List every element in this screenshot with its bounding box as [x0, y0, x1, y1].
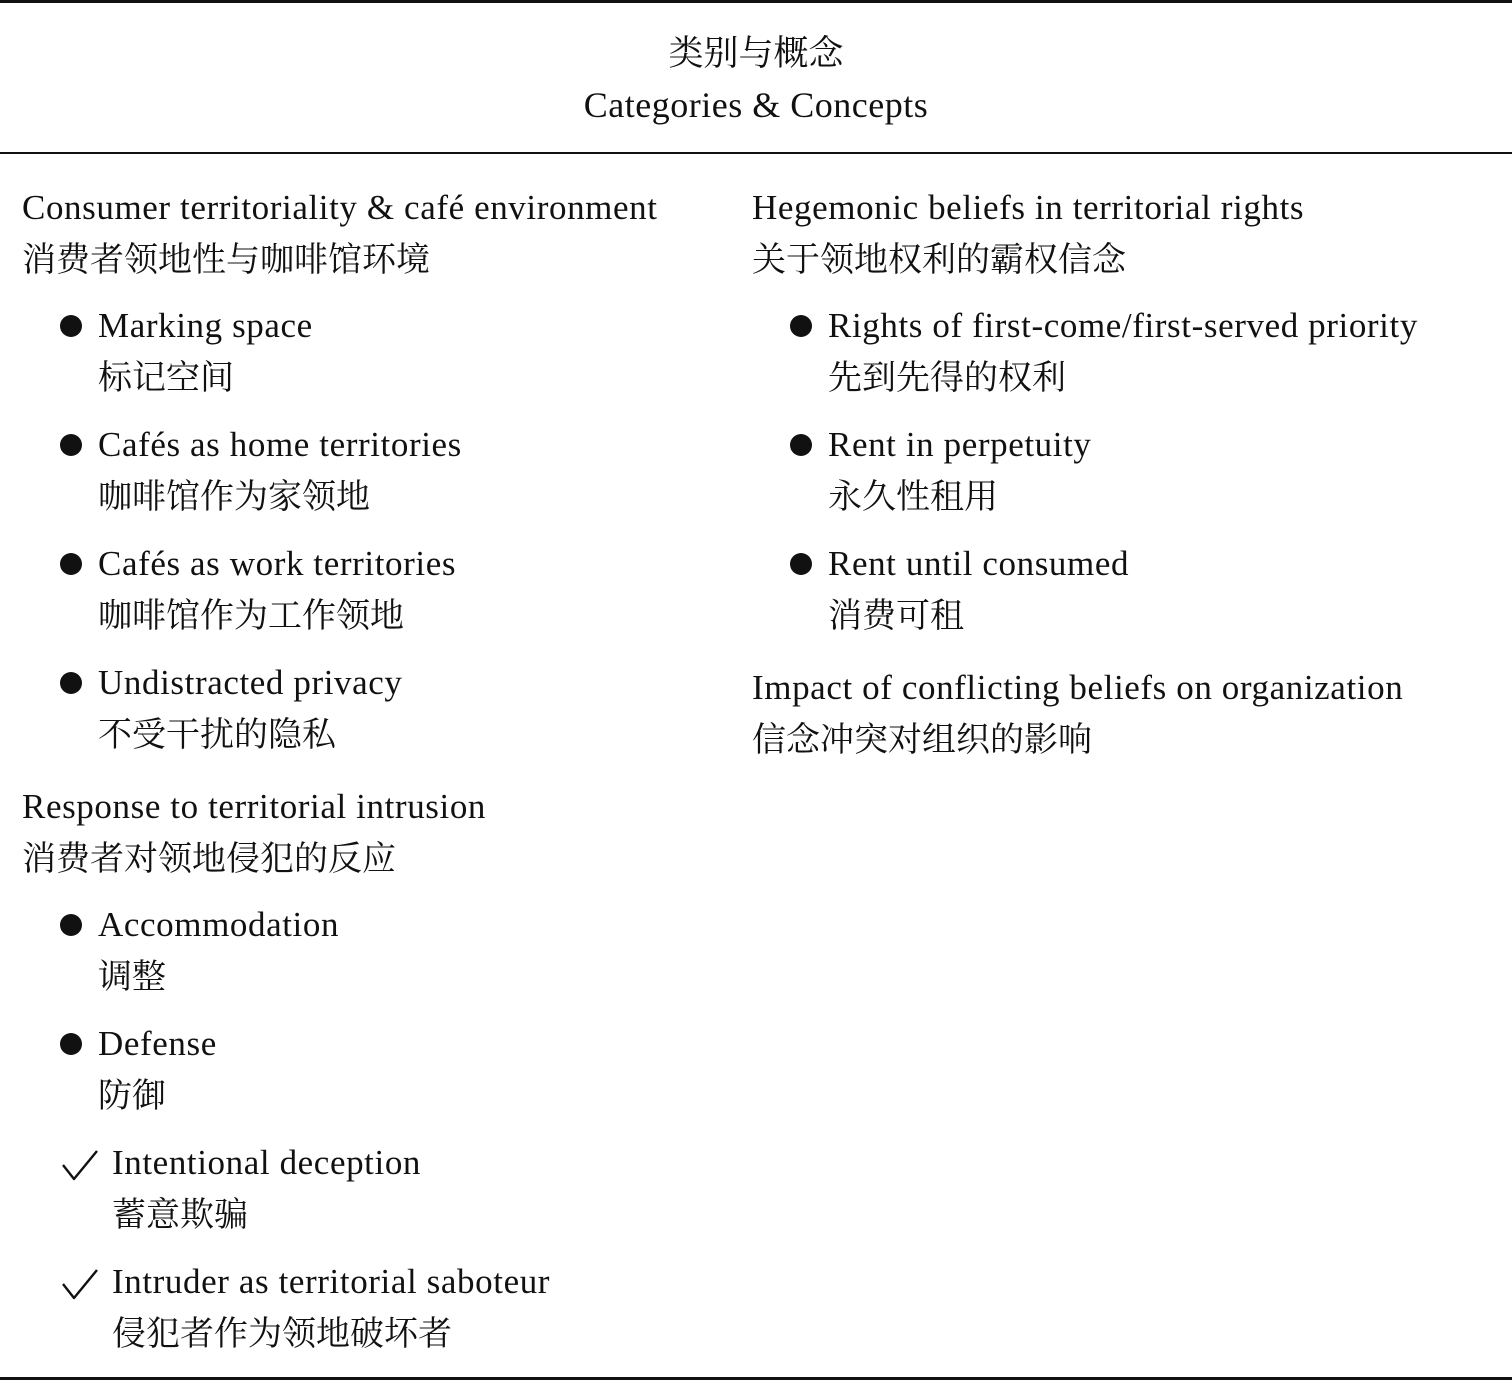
bullet-icon [60, 553, 82, 575]
concept-item [752, 419, 1497, 523]
header-title-zh: 类别与概念 [668, 34, 844, 74]
concept-zh: 蓄意欺骗 [112, 1195, 248, 1235]
concept-en: Intentional deception [112, 1143, 422, 1182]
concept-list [22, 300, 732, 761]
concept-item [22, 1137, 732, 1241]
concept-en: Intruder as territorial saboteur [112, 1262, 551, 1301]
concept-item [22, 657, 732, 761]
checkmark-icon [60, 1264, 100, 1304]
left-column [22, 182, 732, 1360]
bullet-icon [60, 914, 82, 936]
concept-list [22, 899, 732, 1360]
concept-zh: 调整 [98, 957, 166, 997]
concept-zh: 消费可租 [828, 596, 964, 636]
concept-en: Rights of first-come/first-served priority [828, 306, 1418, 345]
concept-zh: 永久性租用 [828, 477, 998, 517]
concept-en: Marking space [98, 306, 313, 345]
concept-en: Cafés as home territories [98, 425, 462, 464]
table-header [0, 28, 1512, 130]
concept-zh: 咖啡馆作为工作领地 [98, 596, 404, 636]
category-title-en: Response to territorial intrusion [22, 787, 487, 826]
checkmark-icon [60, 1145, 100, 1185]
concept-en: Rent until consumed [828, 544, 1130, 583]
concept-zh: 先到先得的权利 [828, 358, 1066, 398]
header-title-en: Categories & Concepts [583, 85, 929, 125]
category-title-en: Impact of conflicting beliefs on organization [752, 668, 1404, 707]
header-rule [0, 152, 1512, 154]
concept-en: Defense [98, 1024, 217, 1063]
concept-zh: 侵犯者作为领地破坏者 [112, 1314, 452, 1354]
category-title-en: Consumer territoriality & café environment [22, 188, 658, 227]
category-title-zh: 关于领地权利的霸权信念 [752, 240, 1126, 280]
category-block [22, 781, 732, 1360]
bullet-icon [790, 315, 812, 337]
concept-zh: 咖啡馆作为家领地 [98, 477, 370, 517]
concept-zh: 不受干扰的隐私 [98, 715, 336, 755]
bottom-rule [0, 1377, 1512, 1380]
concept-item [22, 419, 732, 523]
bullet-icon [60, 434, 82, 456]
concept-en: Cafés as work territories [98, 544, 457, 583]
concept-item [752, 538, 1497, 642]
category-block [752, 182, 1497, 642]
concept-item [22, 538, 732, 642]
concept-zh: 标记空间 [98, 358, 234, 398]
concept-item [22, 300, 732, 404]
right-column [752, 182, 1497, 766]
concept-item [22, 899, 732, 1003]
bullet-icon [60, 1033, 82, 1055]
bullet-icon [790, 434, 812, 456]
category-title-zh: 消费者领地性与咖啡馆环境 [22, 240, 430, 280]
concept-item [22, 1256, 732, 1360]
top-rule [0, 0, 1512, 3]
category-title-zh: 信念冲突对组织的影响 [752, 720, 1092, 760]
concept-item [22, 1018, 732, 1122]
concept-item [752, 300, 1497, 404]
category-title-en: Hegemonic beliefs in territorial rights [752, 188, 1305, 227]
concept-list [752, 300, 1497, 642]
bullet-icon [60, 315, 82, 337]
category-block [752, 662, 1497, 766]
concept-en: Rent in perpetuity [828, 425, 1092, 464]
bullet-icon [790, 553, 812, 575]
bullet-icon [60, 672, 82, 694]
concept-en: Accommodation [98, 905, 340, 944]
concept-zh: 防御 [98, 1076, 166, 1116]
category-title-zh: 消费者对领地侵犯的反应 [22, 839, 396, 879]
concept-en: Undistracted privacy [98, 663, 403, 702]
category-block [22, 182, 732, 761]
